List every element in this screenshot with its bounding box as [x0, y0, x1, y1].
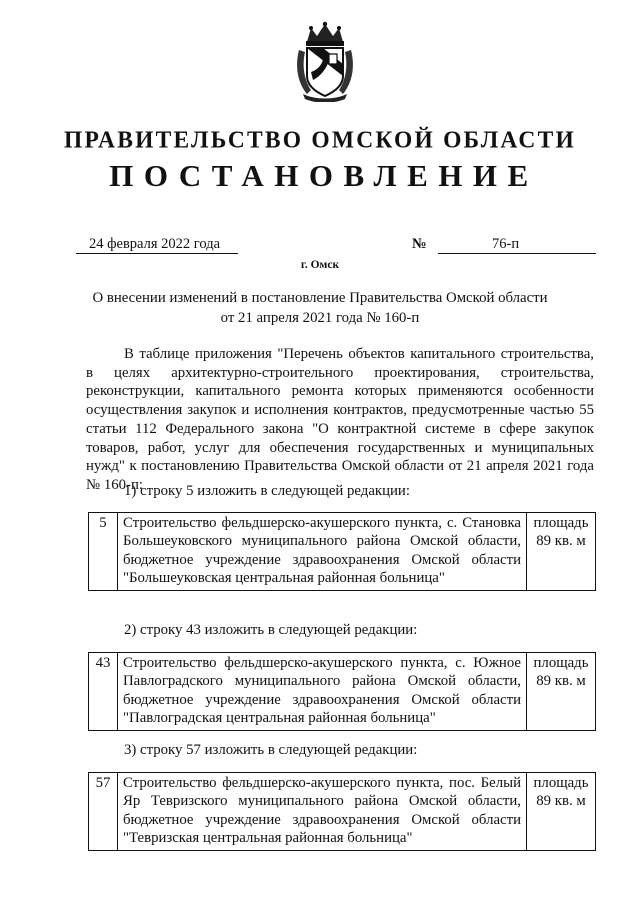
row-area: площадь 89 кв. м [527, 773, 596, 851]
amendment-table [88, 652, 596, 731]
table-row [89, 653, 596, 731]
row-area: площадь 89 кв. м [527, 653, 596, 731]
row-description: Строительство фельдшерско-акушерского пункта, с. Южное Павлоградского муниципального района Омской области, бюджетное учреждение здравоохранения Омской области "Павлоградская центральная районная больница" [118, 653, 527, 731]
amendment-item-label: 3) строку 57 изложить в следующей редакции: [124, 742, 418, 758]
amendment-table [88, 512, 596, 591]
intro-paragraph: В таблице приложения "Перечень объектов капитального строительства, в целях архитектурно-строительного проектирования, строительства, реконструкции, капитального ремонта которых применяются особенности осуществления закупок и исполнения контрактов, предусмотренные частью 55 статьи 112 Федерального закона "О контрактной системе в сфере закупок товаров, работ, услуг для обеспечения государственных и муниципальных нужд" к постановлению Правительства Омской области от 21 апреля 2021 года № 160-п: [86, 346, 594, 493]
omsk-coat-of-arms-icon [293, 20, 357, 102]
row-description: Строительство фельдшерско-акушерского пункта, пос. Белый Яр Тевризского муниципального района Омской области, бюджетное учреждение здравоохранения Омской области "Тевризская центральная районная больница" [118, 773, 527, 851]
row-number: 57 [89, 773, 118, 851]
document-subject [60, 289, 580, 328]
subject-line: от 21 апреля 2021 года № 160-п [220, 309, 420, 326]
number-sign: № [412, 236, 427, 252]
table-row [89, 773, 596, 851]
document-date: 24 февраля 2022 года [76, 236, 238, 254]
row-number: 43 [89, 653, 118, 731]
document-type-title: ПОСТАНОВЛЕНИЕ [109, 158, 539, 193]
document-number: 76-п [438, 236, 596, 254]
row-area: площадь 89 кв. м [527, 513, 596, 591]
table-row [89, 513, 596, 591]
amendment-item-label: 1) строку 5 изложить в следующей редакции: [124, 483, 410, 499]
row-number: 5 [89, 513, 118, 591]
subject-line: О внесении изменений в постановление Правительства Омской области [92, 290, 548, 306]
government-title: ПРАВИТЕЛЬСТВО ОМСКОЙ ОБЛАСТИ [64, 126, 576, 154]
document-city: г. Омск [300, 259, 340, 271]
amendment-table [88, 772, 596, 851]
amendment-item-label: 2) строку 43 изложить в следующей редакции: [124, 622, 418, 638]
row-description: Строительство фельдшерско-акушерского пункта, с. Становка Большеуковского муниципального района Омской области, бюджетное учреждение здравоохранения Омской области "Большеуковская центральная районная больница" [118, 513, 527, 591]
